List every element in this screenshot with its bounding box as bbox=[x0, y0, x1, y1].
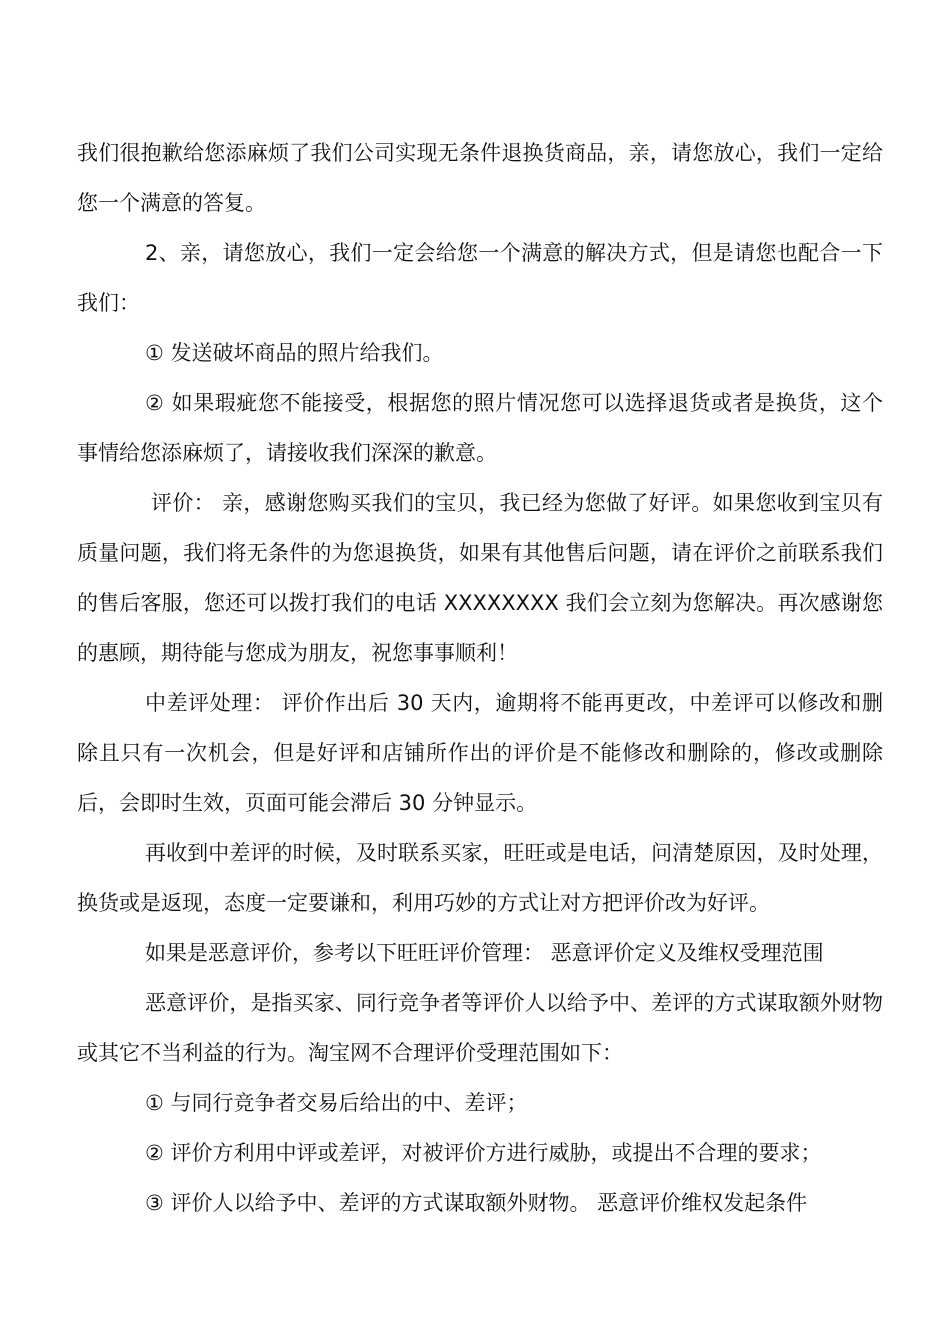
paragraph-review-reply: 评价： 亲，感谢您购买我们的宝贝，我已经为您做了好评。如果您收到宝贝有质量问题，我们将无条件的为您退换货，如果有其他售后问题，请在评价之前联系我们的售后客服，您还可以拨打我们的电话 XXXXXXXX 我们会立刻为您解决。再次感谢您的惠顾，期待能与您成为朋友，祝您事事顺利！ bbox=[77, 491, 883, 665]
paragraph-malicious-review-definition: 恶意评价，是指买家、同行竞争者等评价人以给予中、差评的方式谋取额外财物或其它不当利益的行为。淘宝网不合理评价受理范围如下： bbox=[77, 991, 883, 1065]
paragraph-solution: 2、亲，请您放心，我们一定会给您一个满意的解决方式，但是请您也配合一下我们： bbox=[77, 241, 883, 315]
list-item-competitor-review: ① 与同行竞争者交易后给出的中、差评； bbox=[145, 1091, 528, 1115]
list-item-return-exchange: ② 如果瑕疵您不能接受，根据您的照片情况您可以选择退货或者是换货，这个事情给您添麻烦了，请接收我们深深的歉意。 bbox=[77, 391, 883, 465]
list-item-threat-review: ② 评价方利用中评或差评，对被评价方进行威胁，或提出不合理的要求； bbox=[145, 1141, 822, 1165]
paragraph-negative-review-handling: 中差评处理： 评价作出后 30 天内，逾期将不能再更改，中差评可以修改和删除且只有一次机会，但是好评和店铺所作出的评价是不能修改和删除的，修改或删除后，会即时生效，页面可能会滞后 30 分钟显示。 bbox=[77, 691, 883, 815]
paragraph-malicious-review-intro: 如果是恶意评价，参考以下旺旺评价管理： 恶意评价定义及维权受理范围 bbox=[145, 941, 824, 965]
list-item-extortion-review: ③ 评价人以给予中、差评的方式谋取额外财物。 恶意评价维权发起条件 bbox=[145, 1191, 808, 1215]
list-item-send-photos: ① 发送破坏商品的照片给我们。 bbox=[145, 341, 444, 365]
paragraph-contact-buyer: 再收到中差评的时候，及时联系买家，旺旺或是电话，问清楚原因，及时处理，换货或是返现，态度一定要谦和，利用巧妙的方式让对方把评价改为好评。 bbox=[77, 841, 883, 915]
document-body bbox=[77, 128, 883, 1228]
paragraph-apology: 我们很抱歉给您添麻烦了我们公司实现无条件退换货商品，亲，请您放心，我们一定给您一个满意的答复。 bbox=[77, 141, 883, 215]
